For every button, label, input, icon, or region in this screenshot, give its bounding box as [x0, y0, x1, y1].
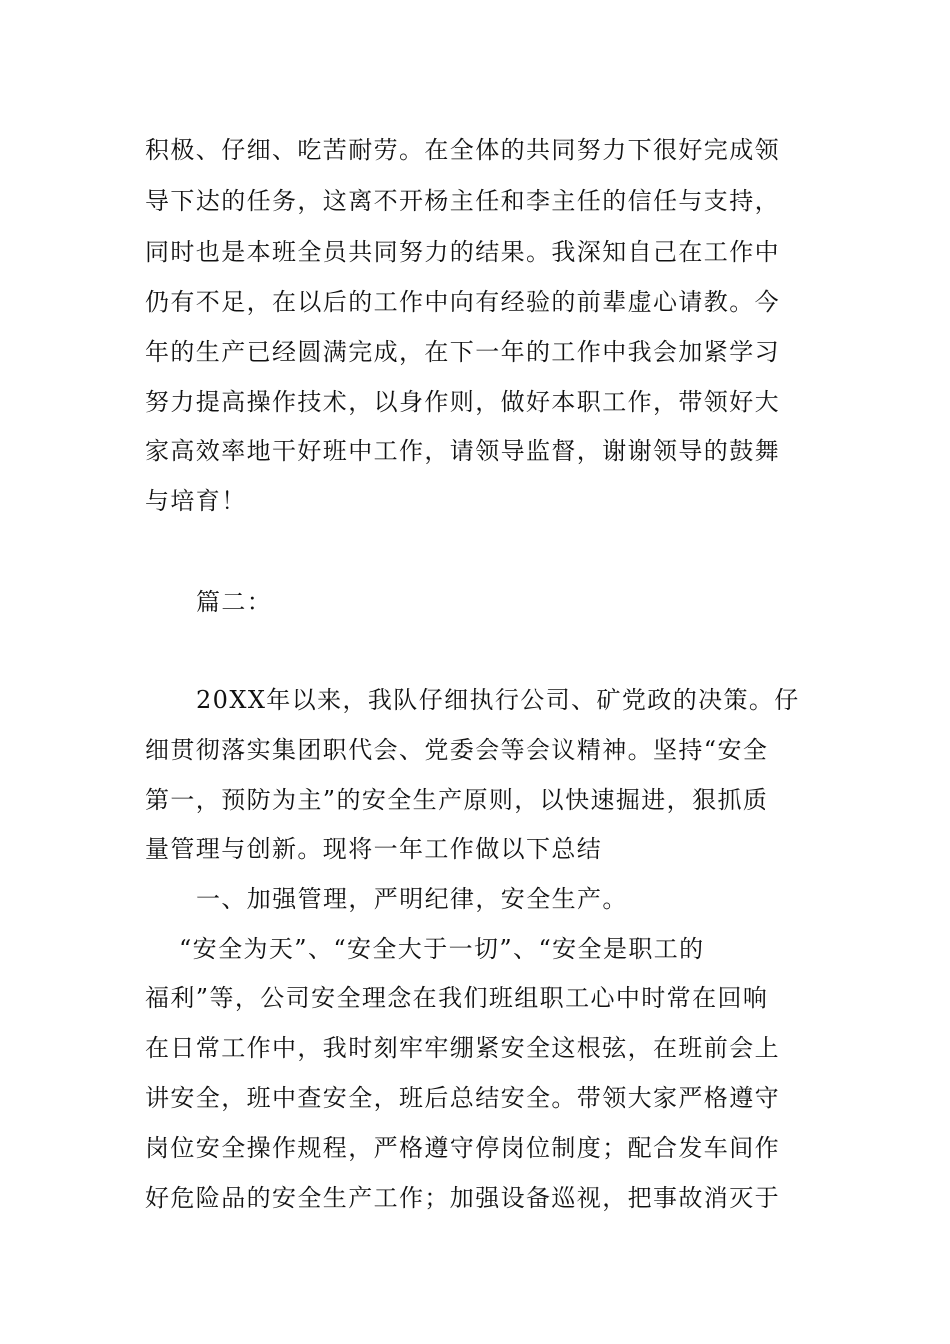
- paragraph-line: “安全为天”、“安全大于一切”、“安全是职工的: [179, 935, 705, 963]
- paragraph-line: 仍有不足，在以后的工作中向有经验的前辈虚心请教。今: [145, 288, 780, 316]
- paragraph-line: 岗位安全操作规程，严格遵守停岗位制度；配合发车间作: [145, 1134, 780, 1162]
- paragraph-line: 讲安全，班中查安全，班后总结安全。带领大家严格遵守: [145, 1084, 780, 1112]
- paragraph-line: 积极、仔细、吃苦耐劳。在全体的共同努力下很好完成领: [145, 136, 780, 164]
- paragraph-line: 福利”等，公司安全理念在我们班组职工心中时常在回响: [145, 984, 769, 1012]
- paragraph-line: 年的生产已经圆满完成，在下一年的工作中我会加紧学习: [145, 338, 780, 366]
- paragraph-line: 20XX年以来，我队仔细执行公司、矿党政的决策。仔: [196, 686, 800, 714]
- section-heading: 篇二：: [196, 588, 273, 616]
- paragraph-line: 与培育！: [145, 487, 247, 515]
- paragraph-line: 努力提高操作技术，以身作则，做好本职工作，带领好大: [145, 388, 780, 416]
- paragraph-line: 第一，预防为主”的安全生产原则，以快速掘进，狠抓质: [145, 786, 769, 814]
- paragraph-line: 同时也是本班全员共同努力的结果。我深知自己在工作中: [145, 238, 780, 266]
- paragraph-line: 在日常工作中，我时刻牢牢绷紧安全这根弦，在班前会上: [145, 1034, 780, 1062]
- paragraph-line: 量管理与创新。现将一年工作做以下总结: [145, 835, 603, 863]
- paragraph-line: 导下达的任务，这离不开杨主任和李主任的信任与支持，: [145, 187, 780, 215]
- paragraph-line: 细贯彻落实集团职代会、党委会等会议精神。坚持“安全: [145, 736, 769, 764]
- item-heading: 一、加强管理，严明纪律，安全生产。: [196, 885, 628, 913]
- paragraph-line: 家高效率地干好班中工作，请领导监督，谢谢领导的鼓舞: [145, 437, 780, 465]
- paragraph-line: 好危险品的安全生产工作；加强设备巡视，把事故消灭于: [145, 1184, 780, 1212]
